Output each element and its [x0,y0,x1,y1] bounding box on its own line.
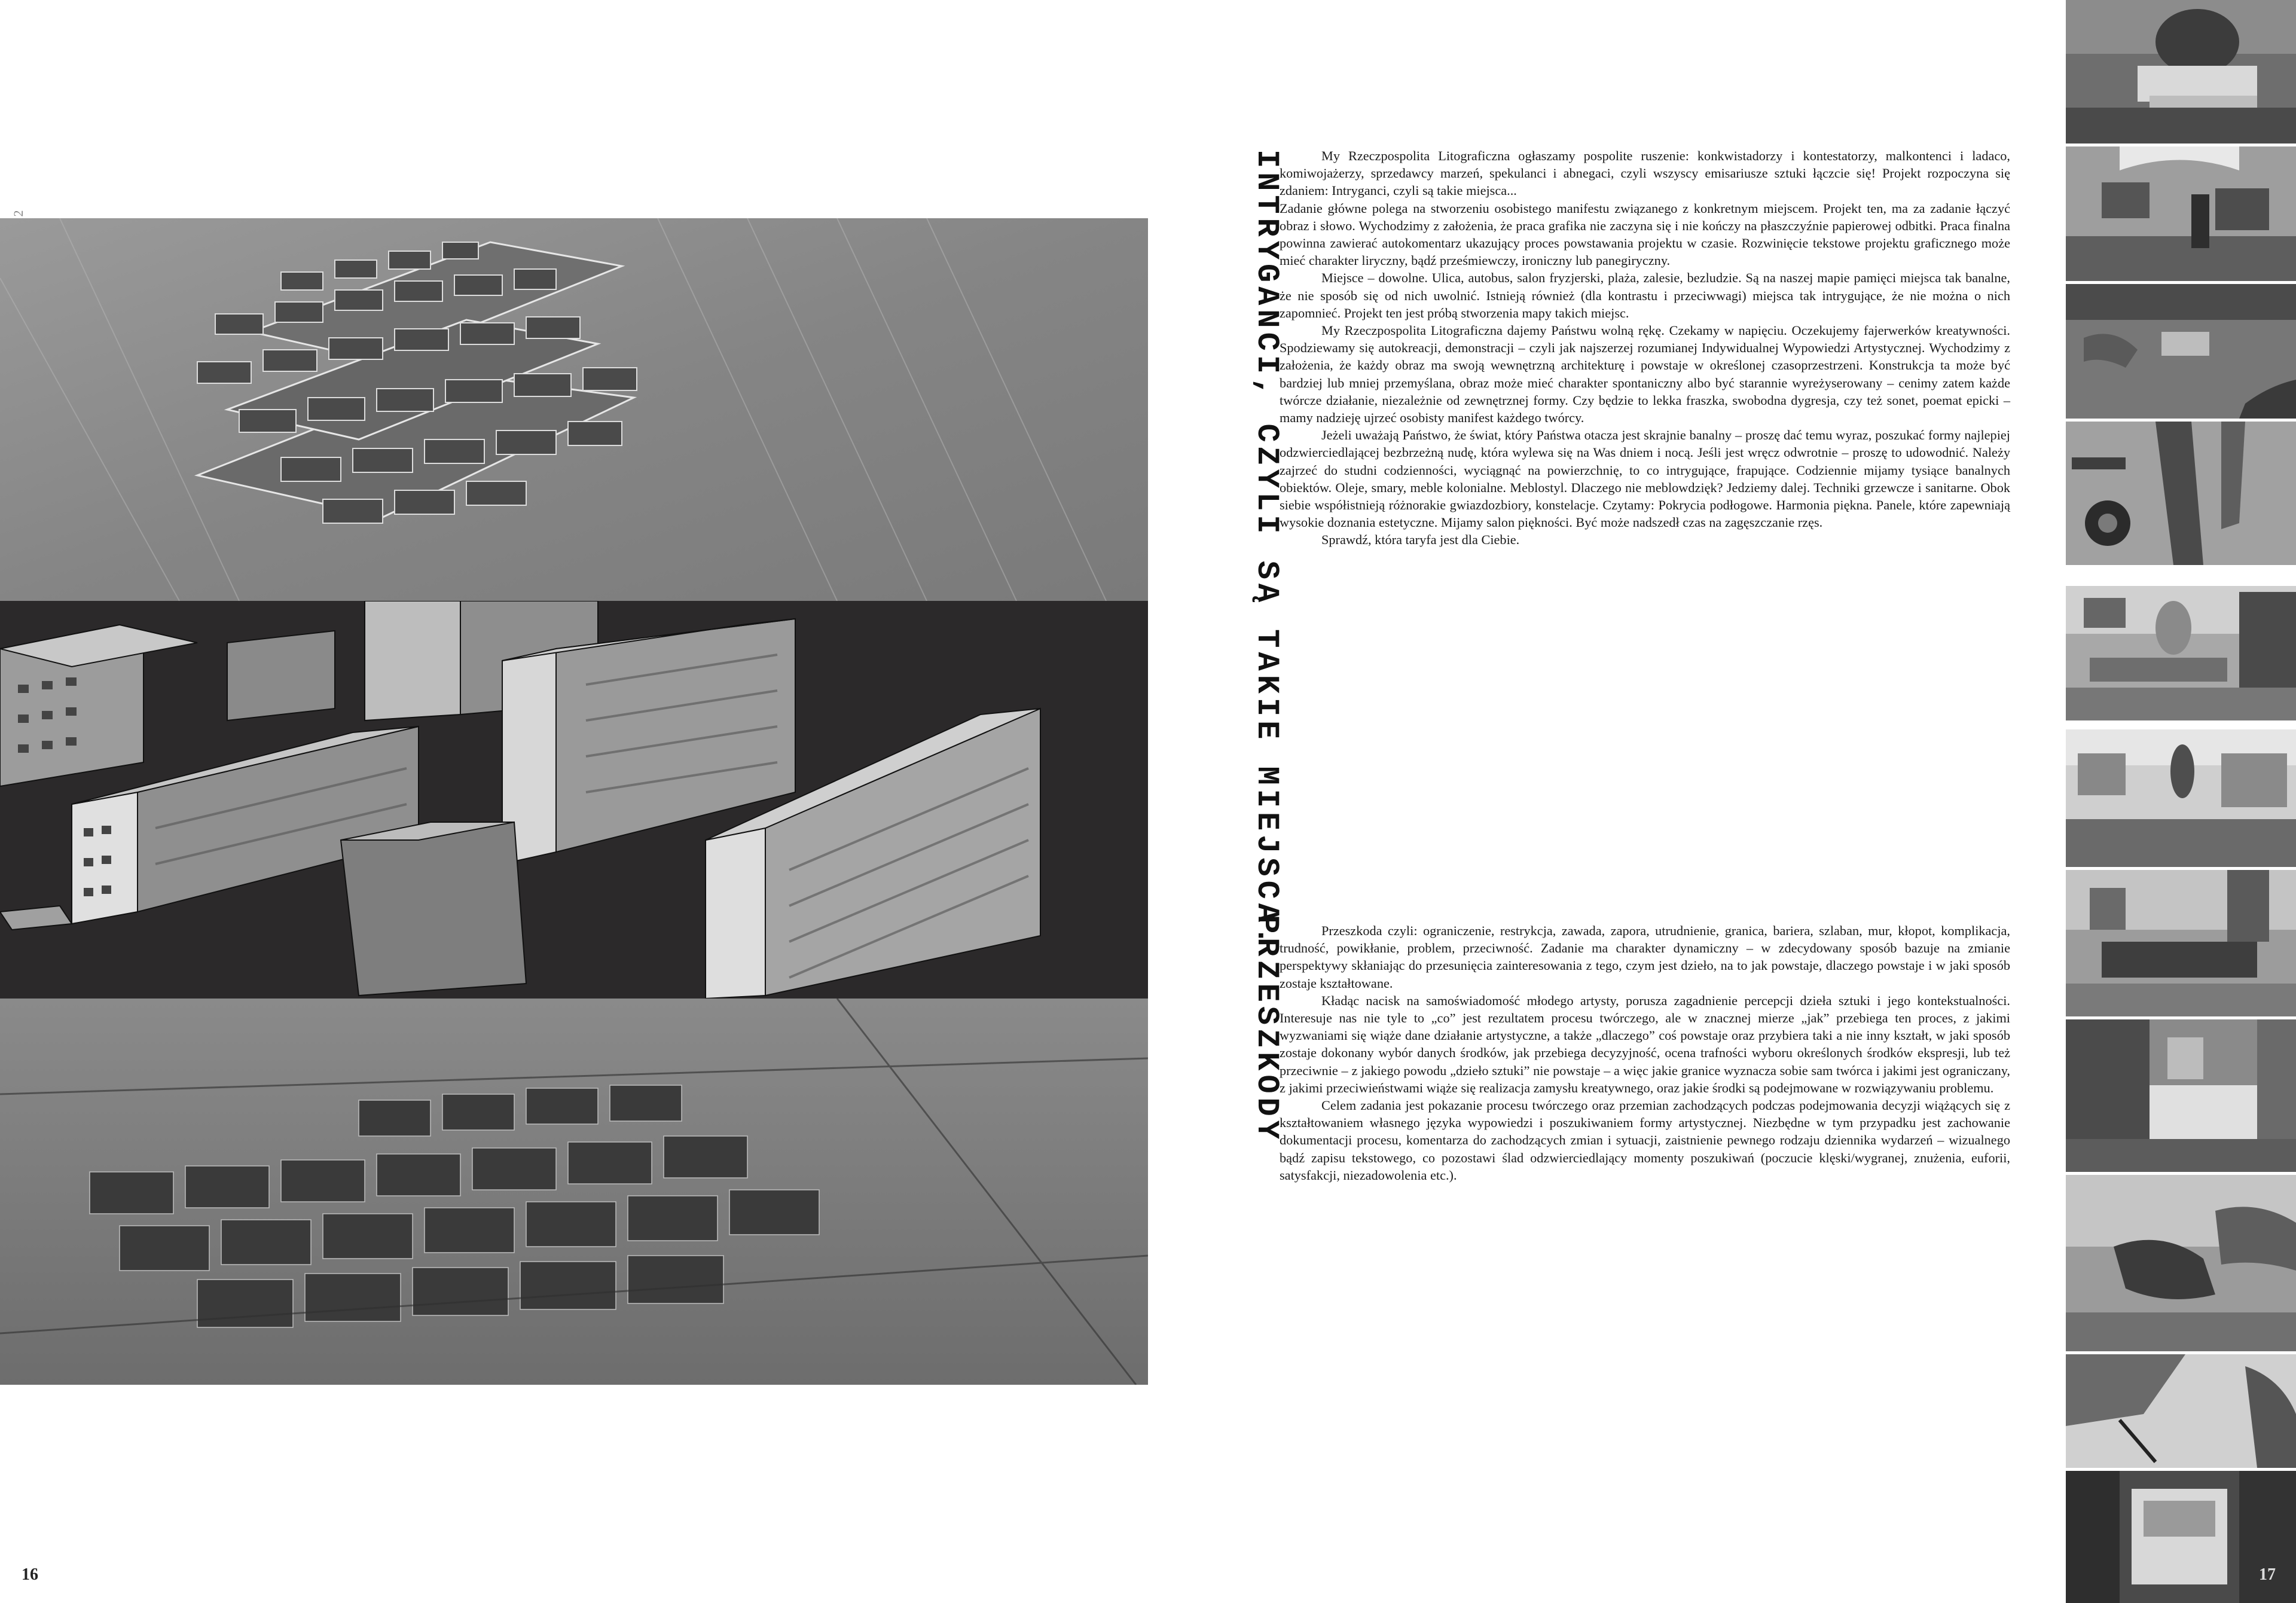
image-block-buildings-dark [0,601,1148,999]
paragraph: Miejsce – dowolne. Ulica, autobus, salon fryzjerski, plaża, zalesie, bezludzie. Są na naszej mapie pamięci miejsca tak banalne, że nie sposób się od nich uwolnić. Istnieją również (dla kontrastu i przeciwwagi) miejsca tak intrygujące, że nie można o nich zapomnieć. Projekt ten jest próbą stworzenia mapy takich miejsc. [1280,270,2010,320]
photo-legs-and-press-wheel [2066,422,2296,565]
paragraph: My Rzeczpospolita Litograficzna dajemy Państwu wolną rękę. Czekamy w napięciu. Oczekujemy fajerwerków kreatywności. Spodziewamy się autokreacji, demonstracji – czyli jak najszerzej rozumianej Indywidualnej Wypowiedzi Artystycznej. Wychodzimy z założenia, że każdy obraz ma swoją wewnętrzną architekturę i powstaje w określonej czasoprzestrzeni. Konstrukcja ta może być bardziej lub mniej przemyślana, obraz może mieć charakter spontaniczny albo być starannie wyreżyserowany – cenimy zatem każde twórcze działanie, niezależnie od zewnętrznej formy. Czy będzie to lekka fraszka, swobodna dygresja, czy też sonet, poemat epicki – mamy nadzieję ujrzeć osobisty manifest każdego twórcy. [1280,323,2010,426]
photo-studio-printing-room [2066,586,2296,720]
image-aerial-housing-estate [0,999,1148,1385]
image-icon [2066,146,2296,281]
paragraph: Jeżeli uważają Państwo, że świat, który Państwa otacza jest skrajnie banalny – proszę dać temu wyraz, poszukać formy najlepiej odzwierciedlającej bezbrzeżną nudę, która wylewa się na Was dniem i nocą. Jeśli jest wręcz odwrotnie – proszę to udowodnić. Należy zajrzeć do studni codzienności, wyciągnąć na powierzchnię, to co intrygujące, frapujące. Codziennie mijamy tysiące banalnych obiektów. Oleje, smary, meble kolonialne. Meblostyl. Dlaczego nie meblowdzięk? Jedziemy dalej. Techniki grzewcze i sanitarne. Obok siebie współistnieją różnorakie gwiazdozbiory, konstelacje. Czytamy: Pokrycia podłogowe. Harmonia piękna. Panele, które zapewniają wysokie doznania estetyczne. Mijamy salon piękności. Być może nadszedł czas na zagęszczanie rzęs. [1280,428,2010,530]
photo-studio-with-presses [2066,870,2296,1016]
paragraph: Przeszkoda czyli: ograniczenie, restrykcja, zawada, zapora, utrudnienie, granica, bariera, szlaban, mur, kłopot, komplikacja, trudność, powikłanie, problem, przeciwność. Zadanie ma charakter dynamiczny – w zdecydowany sposób bazuje na zmianie perspektywy skłaniając do przesunięcia zainteresowania z tego, czym jest dzieło, na to jak powstaje, dlaczego powstaje i w jaki sposób zostaje kształtowane. [1280,923,2010,991]
paragraph: Kładąc nacisk na samoświadomość młodego artysty, porusza zagadnienie percepcji dzieła sztuki i jego kontekstualności. Interesuje nas nie tyle to „co” jest rezultatem procesu twórczego, ale w znacznej mierze „jak” przebiega ten proces, z jakimi wyzwaniami się wiąże dane działanie artystyczne, a także „dlaczego” coś powstaje oraz przybiera taki a nie inny kształt, w jaki sposób zostaje dokonany wybór danych środków, jak przebiega decyzyjność, ocena trafności wyboru określonych środków ekspresji, lub też przeciwnie – z jakiego powodu „dzieło sztuki” nie powstaje – a więc jakie granice wyznacza sobie sam twórca i jakimi jest ograniczany, z jakimi przeciwieństwami wiąże się realizacja zamysłu kreatywnego, oraz jakie środki są podejmowane w rozwiązywaniu problemu. [1280,993,2010,1095]
section-body-intryganci [1280,147,2010,549]
image-icon [2066,729,2296,867]
paragraph: Zadanie główne polega na stworzeniu osobistego manifestu związanego z konkretnym miejscem. Projekt ten, ma za zadanie łączyć obraz i słowo. Wychodzimy z założenia, że praca grafika nie zaczyna się i nie kończy na płaszczyźnie papierowej odbitki. Praca finalna powinna zawierać autokomentarz ukazujący proces powstawania projektu w czasie. Rozwinięcie tekstowe projektu graficznego może mieć charakter liryczny, bądź prześmiewczy, ironiczny lub panegiryczny. [1280,200,2010,268]
image-icon [2066,870,2296,1016]
photo-hands-on-stone [2066,284,2296,419]
photo-drawing-hand [2066,1354,2296,1468]
image-icon [0,999,1148,1385]
photo-person-holding-print [2066,1019,2296,1172]
section-body-przeszkody [1280,922,2010,1184]
image-icon [2066,586,2296,720]
page-number-right: 17 [2259,1565,2276,1584]
image-icon [2066,1175,2296,1351]
image-icon [2066,0,2296,143]
page-number-left: 16 [22,1565,38,1584]
photo-printmaker-rolling-ink [2066,0,2296,143]
paragraph: Celem zadania jest pokazanie procesu twórczego oraz przemian zachodzących podczas podejmowania decyzji wiążących się z kształtowaniem własnego języka wypowiedzi i poszukiwaniem formy artystycznej. Niezbędne w tym przypadku jest zachowanie dokumentacji procesu, komentarza do zachodzących zmian i sytuacji, zaistnienie pewnego rodzaju dziennika wydarzeń – wizualnego bądź zapisu tekstowego, co pozostawi ślad odzwierciedlający momenty poszukiwań (poczucie klęski/wygranej, znużenia, euforii, satysfakcji, niezadowolenia etc.). [1280,1098,2010,1183]
section-title-intryganci: INTRYGANCI, CZYLI SĄ TAKIE MIEJSCA. [1249,149,1284,949]
image-aerial-buildings-grey [0,218,1148,601]
paragraph: My Rzeczpospolita Litograficzna ogłaszamy pospolite ruszenie: konkwistadorzy i kontestatorzy, malkontenci i ladaco, komiwojażerzy, sprzedawcy marzeń, spekulanci i abnegaci, czyli wszyscy emisariusze sztuki łączcie się! Projekt rozpoczyna się zdaniem: Intryganci, czyli są takie miejsca... [1280,148,2010,199]
photo-person-jumping-in-studio [2066,729,2296,867]
photo-hands-with-ink [2066,1175,2296,1351]
image-icon [0,601,1148,999]
image-icon [0,218,1148,601]
photo-studio-interior-arch [2066,146,2296,281]
image-icon [2066,422,2296,565]
paragraph: Sprawdź, która taryfa jest dla Ciebie. [1321,532,1520,548]
image-icon [2066,1354,2296,1468]
section-title-przeszkody: PRZESZKODY [1249,915,1284,1144]
image-icon [2066,284,2296,419]
photo-strip [2066,0,2296,1603]
image-icon [2066,1019,2296,1172]
